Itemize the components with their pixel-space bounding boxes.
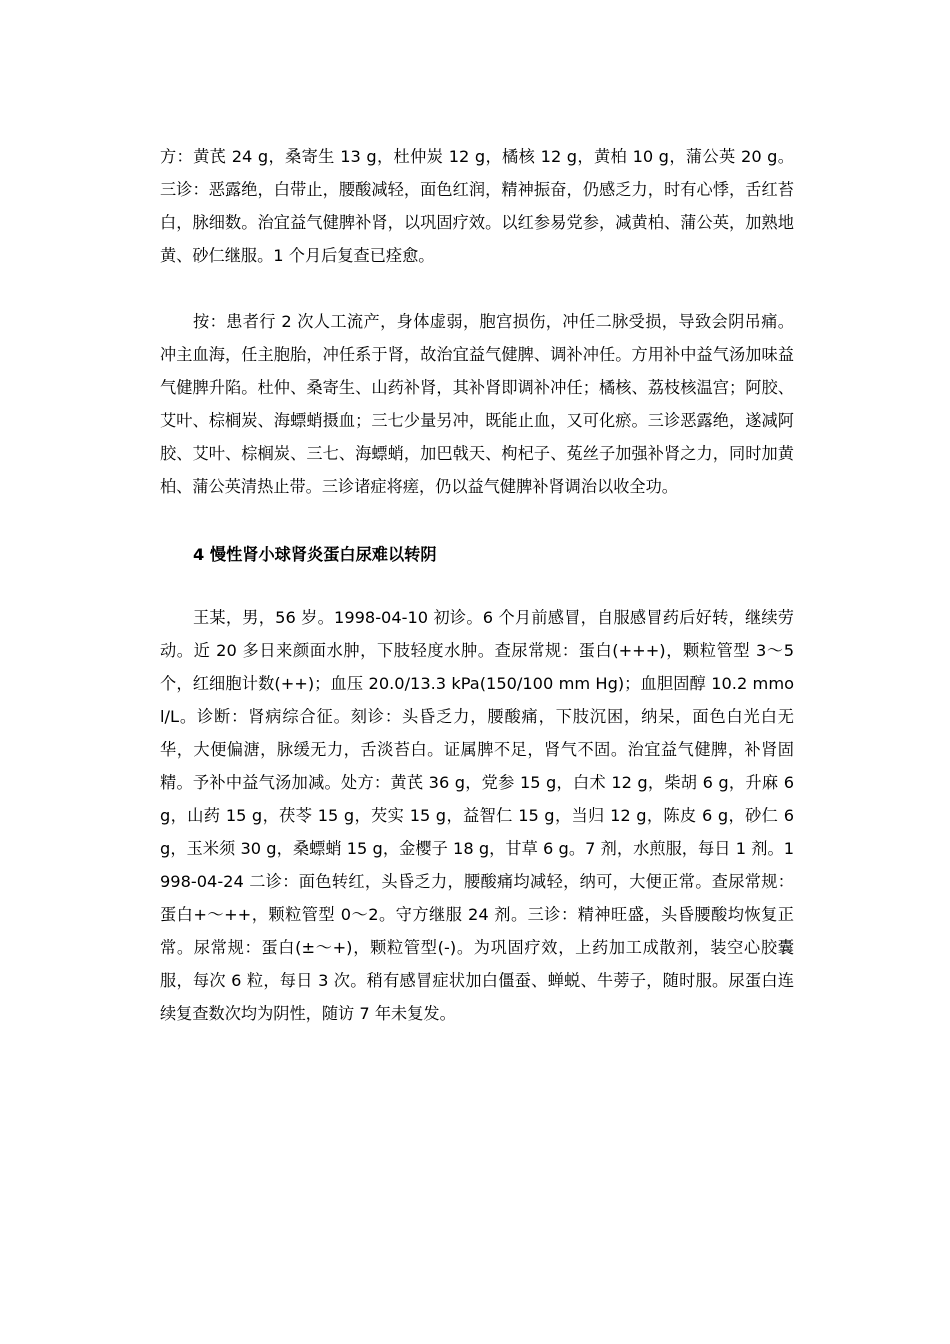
section-heading: 4 慢性肾小球肾炎蛋白尿难以转阴	[193, 545, 437, 564]
paragraph-commentary: 按：患者行 2 次人工流产，身体虚弱，胞宫损伤，冲任二脉受损，导致会阴吊痛。冲主血海，任主胞胎，冲任系于肾，故治宜益气健脾、调补冲任。方用补中益气汤加味益气健脾升陷。杜仲、桑寄生、山药补肾，其补肾即调补冲任；橘核、荔枝核温宫；阿胶、艾叶、棕榈炭、海螵蛸摄血；三七少量另冲，既能止血，又可化瘀。三诊恶露绝，遂减阿胶、艾叶、棕榈炭、三七、海螵蛸，加巴戟天、枸杞子、菟丝子加强补肾之力，同时加黄柏、蒲公英清热止带。三诊诸症将瘥，仍以益气健脾补肾调治以收全功。	[160, 312, 794, 496]
paragraph-prescription-continuation: 方：黄芪 24 g，桑寄生 13 g，杜仲炭 12 g，橘核 12 g，黄柏 10 g，蒲公英 20 g。三诊：恶露绝，白带止，腰酸减轻，面色红润，精神振奋，仍感乏力，时有心悸，舌红苔白，脉细数。治宜益气健脾补肾，以巩固疗效。以红参易党参，减黄柏、蒲公英，加熟地黄、砂仁继服。1 个月后复查已痊愈。	[160, 147, 794, 265]
paragraph-case-report: 王某，男，56 岁。1998-04-10 初诊。6 个月前感冒，自服感冒药后好转，继续劳动。近 20 多日来颜面水肿，下肢轻度水肿。查尿常规：蛋白(+++)，颗粒管型 3～5 个，红细胞计数(++)；血压 20.0/13.3 kPa(150/100 mm Hg)；血胆固醇 10.2 mmol/L。诊断：肾病综合征。刻诊：头昏乏力，腰酸痛，下肢沉困，纳呆，面色白光白无华，大便偏溏，脉缓无力，舌淡苔白。证属脾不足，肾气不固。治宜益气健脾，补肾固精。予补中益气汤加减。处方：黄芪 36 g，党参 15 g，白术 12 g，柴胡 6 g，升麻 6 g，山药 15 g，茯苓 15 g，芡实 15 g，益智仁 15 g，当归 12 g，陈皮 6 g，砂仁 6 g，玉米须 30 g，桑螵蛸 15 g，金樱子 18 g，甘草 6 g。7 剂，水煎服，每日 1 剂。1998-04-24 二诊：面色转红，头昏乏力，腰酸痛均减轻，纳可，大便正常。查尿常规：蛋白+～++，颗粒管型 0～2。守方继服 24 剂。三诊：精神旺盛，头昏腰酸均恢复正常。尿常规：蛋白(±～+)，颗粒管型(-)。为巩固疗效，上药加工成散剂，装空心胶囊服，每次 6 粒，每日 3 次。稍有感冒症状加白僵蚕、蝉蜕、牛蒡子，随时服。尿蛋白连续复查数次均为阴性，随访 7 年未复发。	[160, 608, 794, 1023]
document-body	[160, 140, 794, 1030]
